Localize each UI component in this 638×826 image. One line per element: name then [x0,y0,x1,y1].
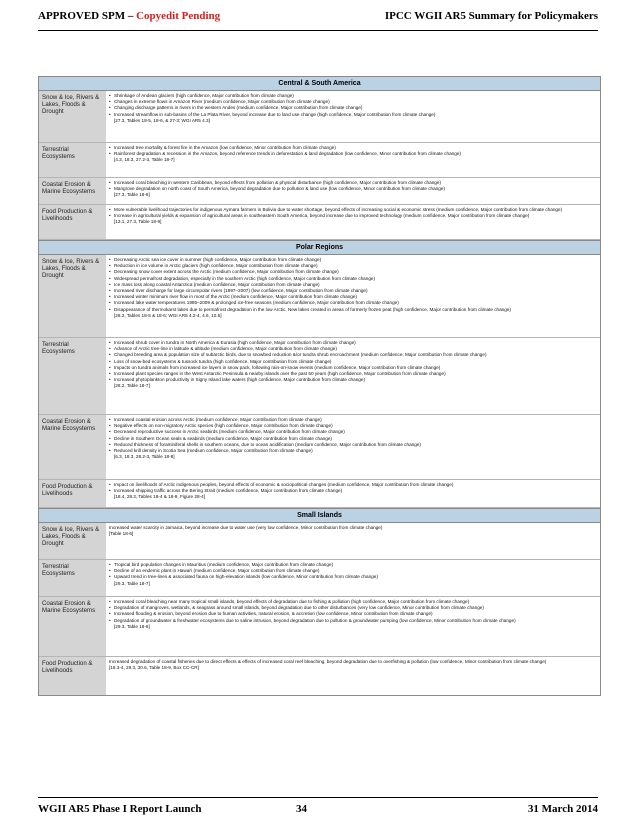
bullet-icon: • [109,99,111,105]
list-item [109,377,597,383]
bullet-icon: • [109,617,111,623]
bullet-icon: • [109,568,111,574]
reference-citation: [18.3-4, 29.3, 30.6, Table 18-9, Box CC-CR] [109,665,199,671]
impact-text: Impact on livelihoods of Arctic indigenous peoples, beyond effects of economic & sociopolitical changes (medium confidence, Major contribution from climate change) [114,482,454,487]
impact-text: Decreased reproductive success in Arctic seabirds (medium confidence, Major contribution from climate change) [114,429,345,435]
bullet-icon: • [109,352,111,358]
impact-text: Increased shrub cover in tundra in North America & Eurasia (high confidence, Major contribution from climate change) [114,340,356,345]
bullet-icon: • [109,364,111,370]
impact-text: Degradation of mangroves, wetlands, & seagrass around small islands, beyond degradation due to other disturbances (very low confidence, Minor contribution from climate change) [114,605,484,611]
table-row [39,597,600,657]
region-header: Small Islands [39,508,600,523]
table-row [39,338,600,415]
bullet-icon: • [109,358,111,364]
category-label: Coastal Erosion & Marine Ecosystems [39,178,106,204]
impact-text: Increase in agricultural yields & expansion of agricultural areas in southeastern South America, beyond increase due to improved technology (medium confidence, Major contribution from climate change) [114,213,530,219]
list-item [109,307,597,313]
impacts-table [38,76,601,696]
impact-details [106,415,600,479]
impact-text: Increased winter minimum river flow in most of the Arctic (medium confidence, Major contribution from climate change) [114,294,357,300]
impact-text: Widespread permafrost degradation, especially in the southern Arctic (high confidence, Major contribution from climate change) [114,275,376,281]
reference-citation: [13.1, 27.3, Table 18-9] [114,219,162,225]
impact-text: Changing discharge patterns in rivers in the western Andes (medium confidence, Major contribution from climate change) [114,105,363,111]
category-label: Snow & Ice, Rivers & Lakes, Floods & Drought [39,255,106,337]
impact-details [106,560,600,596]
reference-citation: [28.2, Table 18-7] [114,383,150,389]
bullet-icon: • [109,371,111,377]
impact-text: Decline in Southern Ocean seals & seabirds (medium confidence, Major contribution from climate change) [114,435,332,441]
bullet-icon: • [109,377,111,383]
bullet-icon: • [109,275,111,281]
header-approval-status: APPROVED SPM – Copyedit Pending [38,10,221,22]
bullet-icon: • [109,145,111,150]
bullet-icon: • [109,213,111,219]
table-row [39,205,600,240]
impact-text: Increased coral bleaching in western Caribbean, beyond effects from pollution & physical disturbance (high confidence, Major contribution from climate change) [114,180,441,185]
bullet-icon: • [109,186,111,192]
reference-citation: [18.4, 28.2, Tables 18-4 & 18-9, Figure 28-4] [114,494,205,500]
reference-citation: [27.3, Tables 18-5, 18-6, & 27-3; WGI AR5 4.3] [114,117,210,123]
bullet-icon: • [109,599,111,604]
impact-text: Increased coral bleaching near many tropical small islands, beyond effects of degradation due to fishing & pollution (high confidence, Major contribution from climate change) [114,599,470,604]
header-document-title: IPCC WGII AR5 Summary for Policymakers [384,10,598,22]
impact-text: Ice mass loss along coastal Antarctica (medium confidence, Major contribution from climate change) [114,281,320,287]
list-item [109,574,597,580]
impact-text: Disappearance of thermokarst lakes due to permafrost degradation in the low Arctic. New lakes created in areas of formerly frozen peat (high confidence, Major contribution from climate change) [114,306,511,312]
bullet-icon: • [109,423,111,429]
copyedit-pending-label: Copyedit Pending [136,10,221,22]
bullet-icon: • [109,441,111,447]
region-header: Central & South America [39,77,600,91]
bullet-icon: • [109,269,111,275]
reference-citation: [29.3, Table 18-8] [114,623,150,629]
bullet-icon: • [109,257,111,262]
impact-details [106,205,600,239]
list-item [109,448,597,454]
footer-rule [38,797,598,798]
footer-date: 31 March 2014 [527,803,598,815]
impact-text: Impacts on tundra animals from increased ice layers in snow pack, following rain-on-snow events (medium confidence, Major contribution from climate change) [114,364,441,370]
impact-text: Advance of Arctic tree-line in latitude & altitude (medium confidence, Major contribution from climate change) [114,346,337,352]
list-item [109,186,597,192]
impact-details [106,480,600,507]
table-row [39,523,600,560]
impact-text: Increased plant species ranges in the West Antarctic Peninsula & nearby islands over the past 50 years (high confidence, Major contribution from climate change) [114,371,446,377]
header-rule [38,30,598,31]
impact-text: Increased lake water temperatures 1985–2009 & prolonged ice-free seasons (medium confidence, Major contribution from climate change) [114,300,399,306]
impact-text: Loss of snow-bed ecosystems & tussock tundra (high confidence, Major contribution from climate change) [114,358,332,364]
category-label: Food Production & Livelihoods [39,205,106,239]
bullet-icon: • [109,340,111,345]
page-number: 34 [296,803,307,815]
bullet-icon: • [109,562,111,567]
category-label: Snow & Ice, Rivers & Lakes, Floods & Drought [39,91,106,142]
bullet-icon: • [109,605,111,611]
impact-text: Decline of an endemic plant in Hawai'i (medium confidence, Major contribution from climate change) [114,568,320,574]
impact-details [106,597,600,656]
impact-details [106,143,600,177]
impact-text: Changed breeding area & population size of subarctic birds, due to snowbed reduction &/or tundra shrub encroachment (medium confidence, Major contribution from climate change) [114,352,487,358]
impact-details [106,255,600,337]
table-row [39,143,600,178]
reference-citation: [29.3, Table 18-7] [114,580,150,586]
list-item [109,151,597,157]
bullet-icon: • [109,105,111,111]
bullet-icon: • [109,482,111,487]
impact-text: Degradation of groundwater & freshwater ecosystems due to saline intrusion, beyond degradation due to pollution & groundwater pumping (low confidence, Minor contribution from climate change) [114,617,516,623]
reference-citation: [4.3, 18.3, 27.2-3, Table 18-7] [114,157,175,163]
impact-details [106,657,600,695]
category-label: Terrestrial Ecosystems [39,143,106,177]
bullet-icon: • [109,306,111,312]
impact-text: Increased water scarcity in Jamaica, beyond increase due to water use (very low confidence, Minor contribution from climate change) [109,525,383,530]
impact-text: Reduced krill density in Scotia Sea (medium confidence, Major contribution from climate change) [114,448,313,454]
impact-text: Tropical bird population changes in Mauritius (medium confidence, Major contribution from climate change) [114,562,334,567]
impact-details [106,338,600,414]
impact-text: Reduced thickness of foraminiferal shells in southern oceans, due to ocean acidification (medium confidence, Major contribution from climate change) [114,441,421,447]
bullet-icon: • [109,294,111,300]
table-row [39,480,600,508]
bullet-icon: • [109,207,111,212]
list-item [109,618,597,624]
impact-text: Decreasing Arctic sea ice cover in summer (high confidence, Major contribution from climate change) [114,257,322,262]
bullet-icon: • [109,111,111,117]
bullet-icon: • [109,300,111,306]
reference-citation: [6.3, 18.3, 28.2-3, Table 18-8] [114,454,175,460]
impact-text: Increased shipping traffic across the Bering Strait (medium confidence, Major contribution from climate change) [114,488,343,494]
bullet-icon: • [109,574,111,580]
list-item [109,112,597,118]
impact-text: Increased tree mortality & forest fire in the Amazon (low confidence, Minor contribution from climate change) [114,145,336,150]
bullet-icon: • [109,611,111,617]
category-label: Food Production & Livelihoods [39,657,106,695]
impact-text: Changes in extreme flows in Amazon River (medium confidence, Major contribution from climate change) [114,99,330,105]
footer-event: WGII AR5 Phase I Report Launch [38,803,202,815]
impact-details [106,523,600,559]
impact-text: Negative effects on non-migratory Arctic species (high confidence, Major contribution from climate change) [114,423,333,429]
impact-text: Increased coastal erosion across Arctic (medium confidence, Major contribution from climate change) [114,417,322,422]
category-label: Food Production & Livelihoods [39,480,106,507]
impact-text: Decreasing snow cover extent across the Arctic (medium confidence, Major contribution from climate change) [114,269,339,275]
bullet-icon: • [109,429,111,435]
bullet-icon: • [109,281,111,287]
reference-citation: [28.2, Tables 18-5 & 18-6; WGI AR5 4.2-4, 4.6, 10.5] [114,312,222,318]
bullet-icon: • [109,180,111,185]
table-row [39,178,600,205]
category-label: Coastal Erosion & Marine Ecosystems [39,415,106,479]
table-row [39,91,600,143]
impact-text: Upward trend in tree-lines & associated fauna on high-elevation islands (low confidence, Minor contribution from climate change) [114,574,378,580]
table-row [39,255,600,338]
bullet-icon: • [109,448,111,454]
bullet-icon: • [109,151,111,157]
table-row [39,415,600,480]
category-label: Coastal Erosion & Marine Ecosystems [39,597,106,656]
reference-citation: [27.3, Table 18-8] [114,192,150,198]
impact-text: Increased streamflow in sub-basins of the La Plata River, beyond increase due to land use change (high confidence, Major contribution from climate change) [114,111,436,117]
bullet-icon: • [109,417,111,422]
category-label: Terrestrial Ecosystems [39,560,106,596]
table-row [39,657,600,695]
bullet-icon: • [109,263,111,269]
bullet-icon: • [109,435,111,441]
bullet-icon: • [109,93,111,98]
impact-text: Shrinkage of Andean glaciers (high confidence, Major contribution from climate change) [114,93,294,98]
impact-text: Mangrove degradation on north coast of South America, beyond degradation due to pollution & land use (low confidence, Minor contribution from climate change) [114,186,445,192]
bullet-icon: • [109,488,111,494]
category-label: Terrestrial Ecosystems [39,338,106,414]
bullet-icon: • [109,288,111,294]
impact-text: Increased phytoplankton productivity in Signy Island lake waters (high confidence, Major contribution from climate change) [114,377,365,383]
impact-text: Increased river discharge for large circumpolar rivers (1997–2007) (low confidence, Major contribution from climate change) [114,288,368,294]
table-row [39,560,600,597]
impact-details [106,178,600,204]
region-header: Polar Regions [39,240,600,255]
category-label: Snow & Ice, Rivers & Lakes, Floods & Drought [39,523,106,559]
bullet-icon: • [109,346,111,352]
list-item [109,213,597,219]
impact-text: More vulnerable livelihood trajectories for indigenous Aymara farmers in Bolivia due to water shortage, beyond effects of increasing social & economic stress (medium confidence, Major contribution from climate change) [114,207,563,212]
impact-text: Rainforest degradation & recession in the Amazon, beyond reference trends in deforestation & land degradation (low confidence, Minor contribution from climate change) [114,151,461,157]
impact-text: Reduction in ice volume in Arctic glaciers (high confidence, Major contribution from climate change) [114,263,318,269]
impact-details [106,91,600,142]
impact-text: Increased flooding & erosion, beyond erosion due to human activities, natural erosion, & accretion (low confidence, Minor contribution from climate change) [114,611,433,617]
impact-text: Increased degradation of coastal fisheries due to direct effects & effects of increased coral reef bleaching, beyond degradation due to overfishing & pollution (low confidence, Minor contribution from climate change) [109,659,547,664]
reference-citation: [Table 18-6] [109,531,134,537]
